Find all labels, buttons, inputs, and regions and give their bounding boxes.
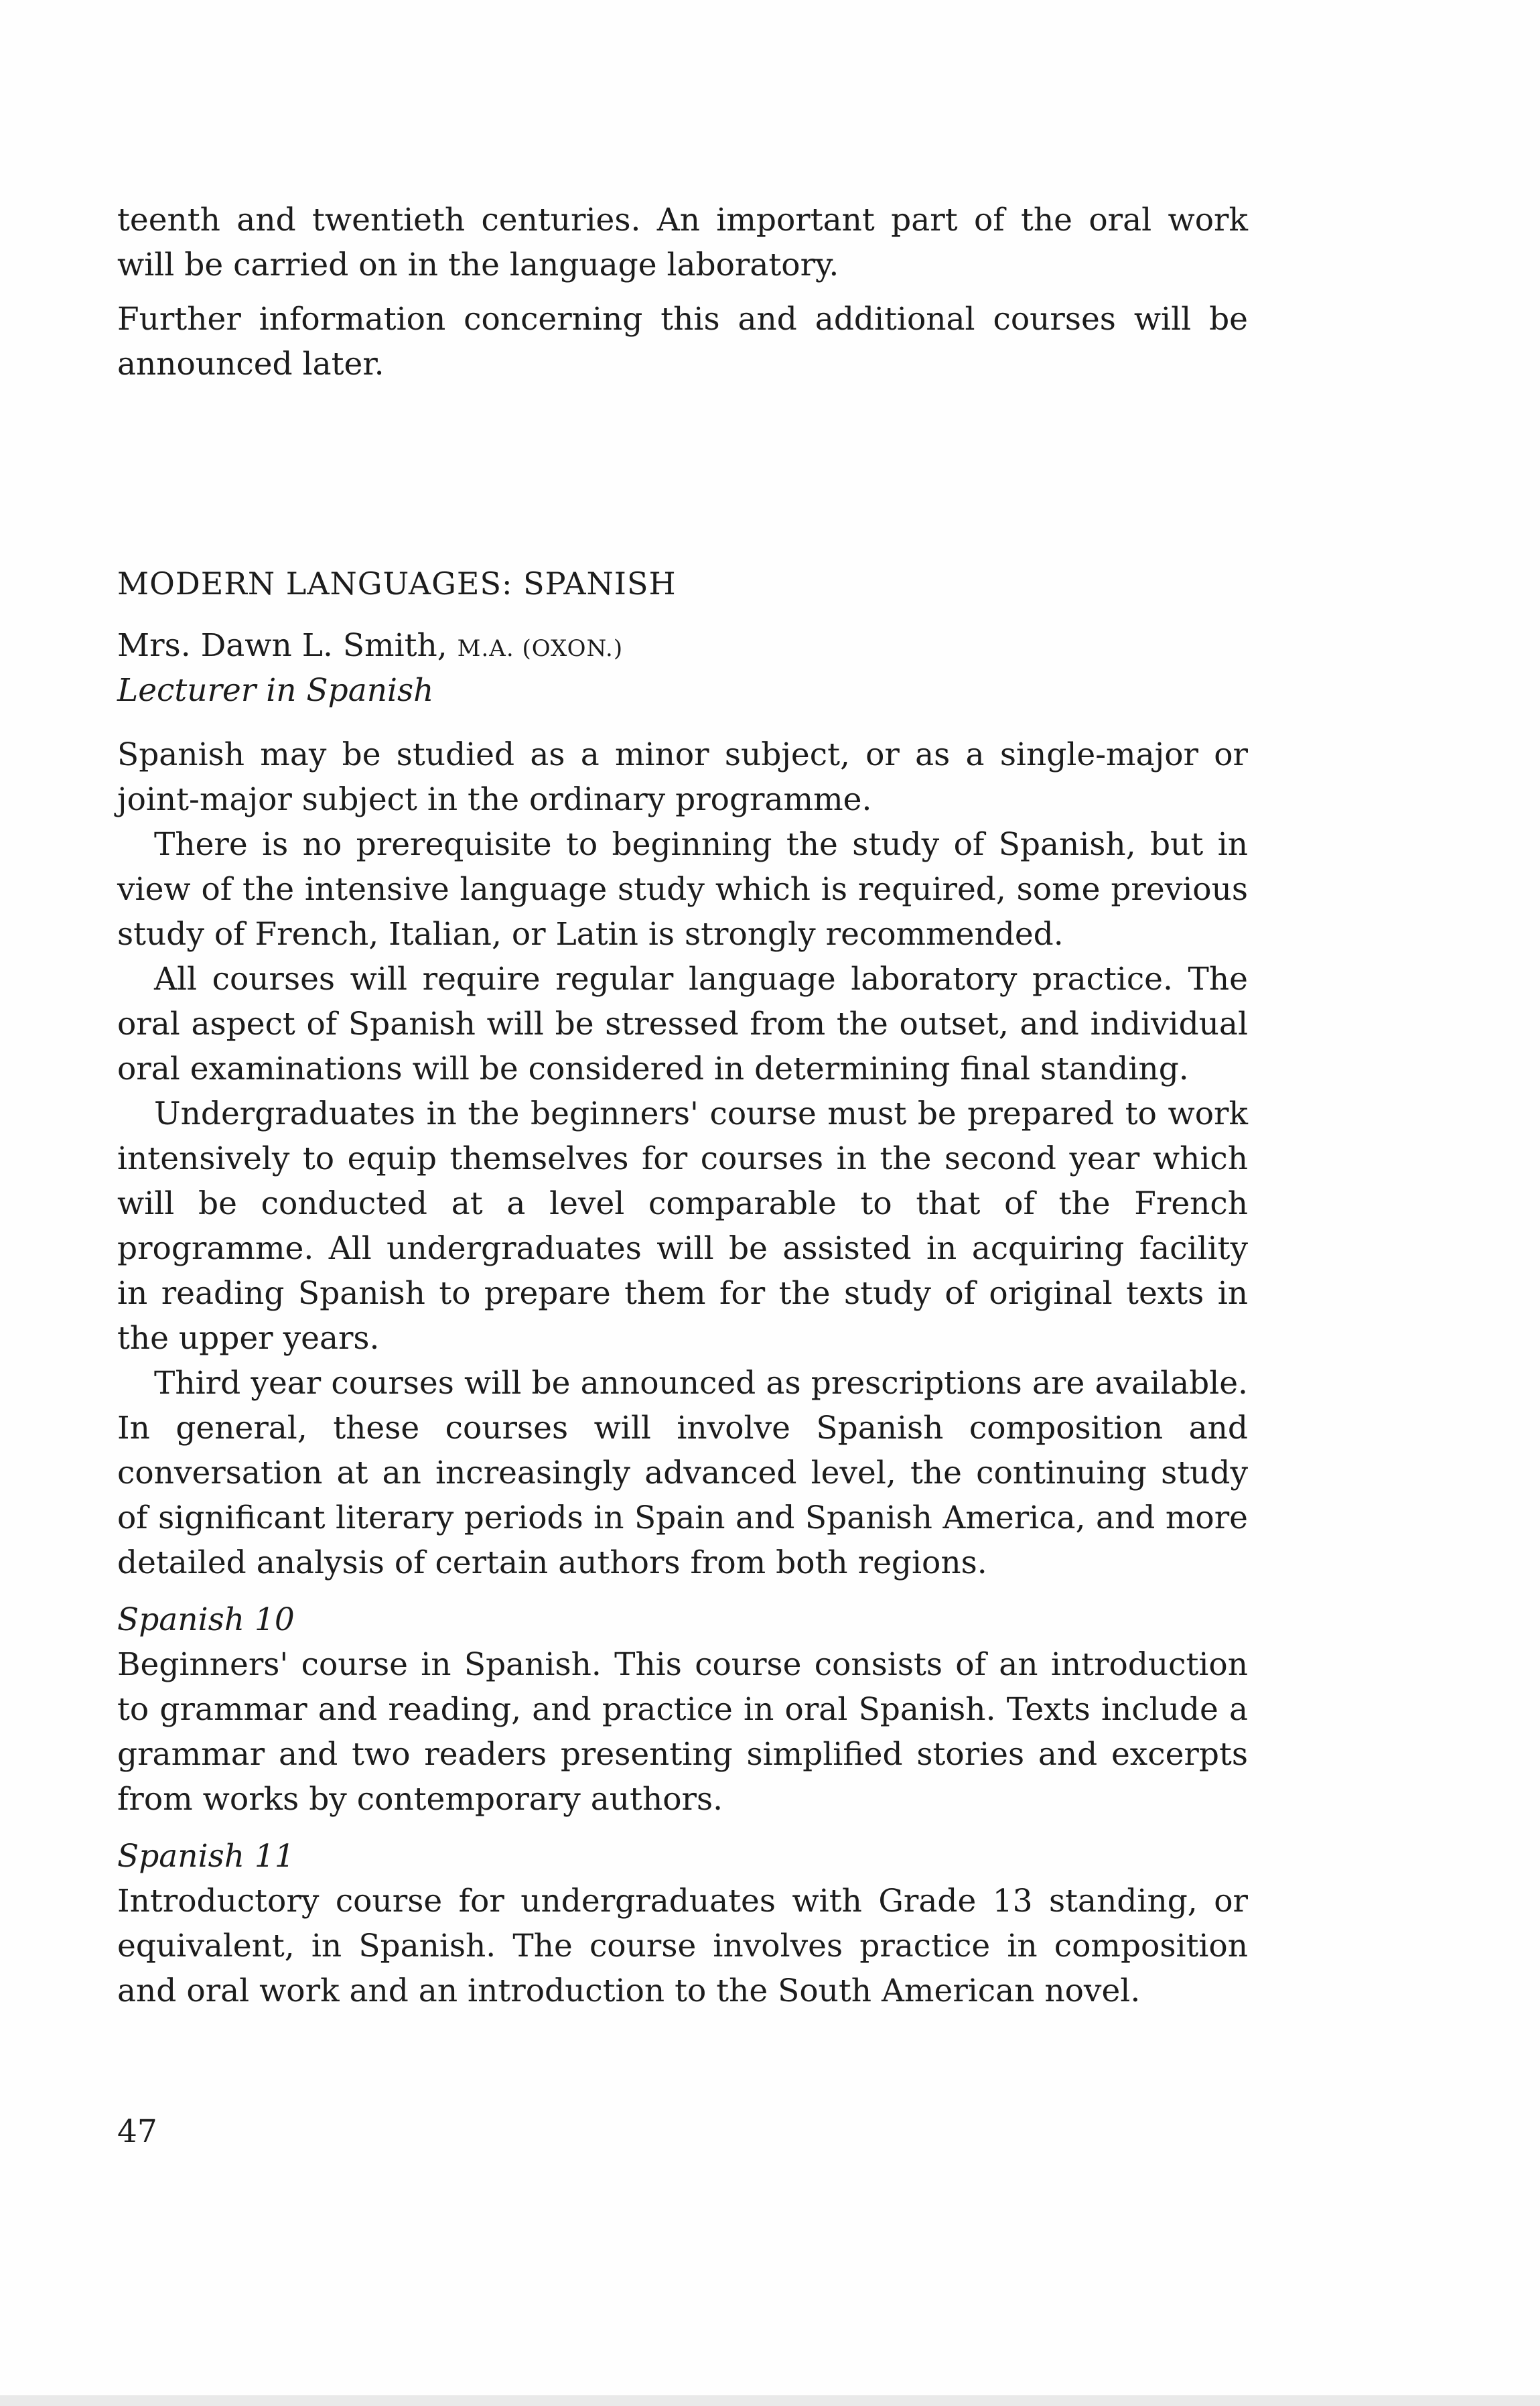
- author-line: [117, 623, 623, 671]
- section-body: [117, 732, 1248, 2013]
- beginners-paragraph: Undergraduates in the beginners' course must be prepared to work intensively to equip themselves for courses in the second year which will be conducted at a level comparable to that of the French programme. All undergraduates will be assisted in acquiring facility in reading Spanish to prepare them for the study of original texts in the upper years.: [117, 1095, 1248, 1357]
- continued-paragraph: teenth and twentieth centuries. An important part of the oral work will be carried on in the language laboratory.: [117, 202, 1248, 283]
- further-info-paragraph: Further information concerning this and additional courses will be announced later.: [117, 301, 1248, 383]
- third-year-paragraph: Third year courses will be announced as prescriptions are available. In general, these courses will involve Spanish composition and conversation at an increasingly advanced level, the continuing study of significant literary periods in Spain and Spanish America, and more detailed analysis of certain authors from both regions.: [117, 1365, 1248, 1581]
- lab-practice-paragraph: All courses will require regular language laboratory practice. The oral aspect of Spanish will be stressed from the outset, and individual oral examinations will be considered in determining final standing.: [117, 961, 1248, 1087]
- page-number: 47: [117, 2113, 157, 2150]
- course-description: Beginners' course in Spanish. This course consists of an introduction to grammar and reading, and practice in oral Spanish. Texts include a grammar and two readers presenting simplified stories and excerpts from works by contemporary authors.: [117, 1646, 1248, 1818]
- author-role: Lecturer in Spanish: [117, 672, 434, 709]
- author-degree: M.A. (OXON.): [457, 635, 624, 662]
- intro-paragraph: Spanish may be studied as a minor subject, or as a single-major or joint-major subject in the ordinary programme.: [117, 736, 1248, 818]
- course-title: Spanish 11: [117, 1838, 295, 1875]
- page-bottom-edge: [0, 2395, 1540, 2406]
- continued-text-block: [117, 198, 1248, 387]
- prerequisite-paragraph: There is no prerequisite to beginning the study of Spanish, but in view of the intensive language study which is required, some previous study of French, Italian, or Latin is strongly recommended.: [117, 826, 1248, 953]
- author-name: Mrs. Dawn L. Smith,: [117, 627, 458, 664]
- course-title: Spanish 10: [117, 1601, 295, 1638]
- section-heading: MODERN LANGUAGES: SPANISH: [117, 565, 677, 602]
- course-description: Introductory course for undergraduates with Grade 13 standing, or equivalent, in Spanish. The course involves practice in composition and oral work and an introduction to the South American novel.: [117, 1883, 1248, 2009]
